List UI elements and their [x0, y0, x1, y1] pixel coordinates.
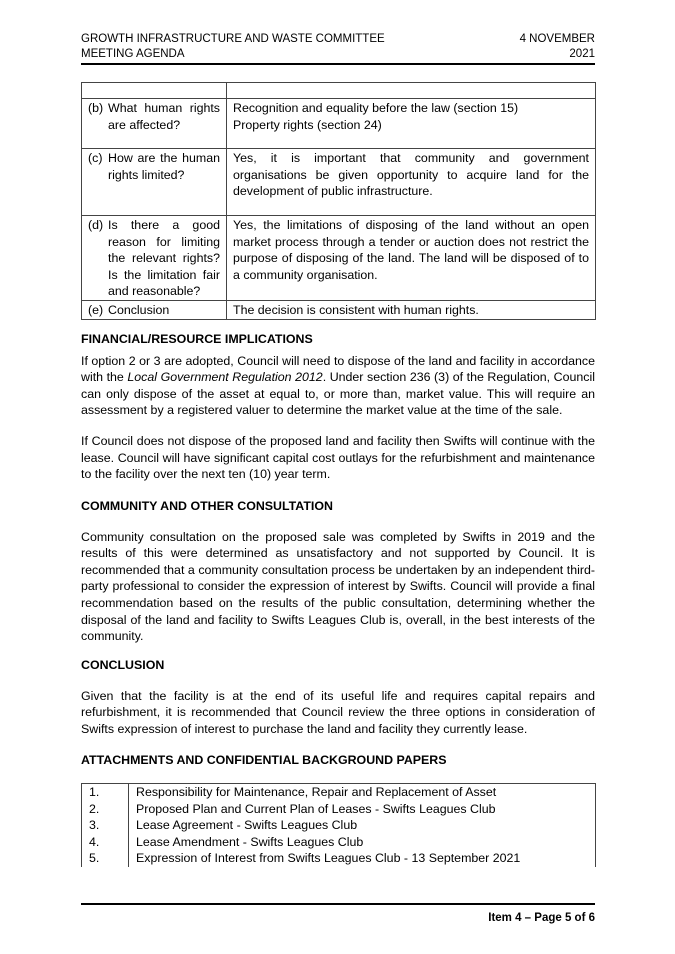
question-cell: (b) What human rights are affected? — [88, 101, 220, 132]
conclusion-section — [81, 657, 595, 737]
consultation-section — [81, 498, 595, 645]
table-row — [82, 99, 596, 149]
section-heading: ATTACHMENTS AND CONFIDENTIAL BACKGROUND PAPERS — [81, 753, 447, 767]
financial-section — [81, 331, 595, 483]
question-cell: (e) Conclusion — [88, 302, 170, 317]
question-cell: (c) How are the human rights limited? — [88, 151, 220, 182]
attachments-section — [81, 752, 595, 769]
human-rights-table — [81, 82, 596, 320]
section-heading: FINANCIAL/RESOURCE IMPLICATIONS — [81, 332, 313, 346]
answer-cell: Yes, the limitations of disposing of the land without an open market process through a tender or auction does not restrict the purpose of disposing of the land. The land will be disposed of to a community organisation. — [227, 216, 596, 301]
header-divider — [81, 63, 595, 65]
consultation-paragraph: Community consultation on the proposed sale was completed by Swifts in 2019 and the results of this were determined as unsatisfactory and not supported by Council. It is recommended that a community consultation process be undertaken by an independent third-party professional to consider the expression of interest by Swifts. Council will provide a final recommendation based on the results of the public consultation, determining whether the disposal of the land and facility to Swifts Leagues Club is, overall, in the best interests of the community. — [81, 529, 595, 644]
table-row — [82, 300, 596, 319]
list-item: 4. Lease Amendment - Swifts Leagues Club — [82, 834, 596, 851]
footer-divider — [81, 903, 595, 905]
section-heading: CONCLUSION — [81, 658, 165, 672]
list-item: 3. Lease Agreement - Swifts Leagues Club — [82, 817, 596, 834]
list-item: 2. Proposed Plan and Current Plan of Leases - Swifts Leagues Club — [82, 801, 596, 818]
committee-name: GROWTH INFRASTRUCTURE AND WASTE COMMITTEE MEETING AGENDA — [81, 33, 385, 60]
table-row — [82, 83, 596, 99]
financial-paragraph: If Council does not dispose of the proposed land and facility then Swifts will continue with the lease. Council will have significant capital cost outlays for the refurbishment and maintenance to the facility over the next ten (10) year term. — [81, 433, 595, 482]
question-cell: (d) Is there a good reason for limiting the relevant rights? Is the limitation fair and reasonable? — [88, 218, 220, 299]
list-item: 1. Responsibility for Maintenance, Repair and Replacement of Asset — [82, 784, 596, 801]
attachments-table — [81, 783, 596, 867]
financial-paragraph: If option 2 or 3 are adopted, Council will need to dispose of the land and facility in accordance with the Local Government Regulation 2012. Under section 236 (3) of the Regulation, Council can only dispose of the asset at equal to, or more than, market value. This will require an assessment by a registered valuer to determine the market value at the time of the sale. — [81, 353, 596, 418]
section-heading: COMMUNITY AND OTHER CONSULTATION — [81, 499, 333, 513]
answer-cell: Recognition and equality before the law (section 15) Property rights (section 24) — [227, 99, 596, 149]
table-row — [82, 216, 596, 301]
table-row — [82, 149, 596, 216]
list-item: 5. Expression of Interest from Swifts Leagues Club - 13 September 2021 — [82, 850, 596, 867]
page-number: Item 4 – Page 5 of 6 — [488, 912, 595, 924]
answer-cell: The decision is consistent with human rights. — [227, 300, 596, 319]
conclusion-paragraph: Given that the facility is at the end of its useful life and requires capital repairs and refurbishment, it is recommended that Council review the three options in consideration of Swifts expression of interest to purchase the land and facility they currently lease. — [81, 688, 595, 736]
answer-cell: Yes, it is important that community and government organisations be given opportunity to acquire land for the development of public infrastructure. — [227, 149, 596, 216]
meeting-date: 4 NOVEMBER 2021 — [519, 33, 595, 60]
